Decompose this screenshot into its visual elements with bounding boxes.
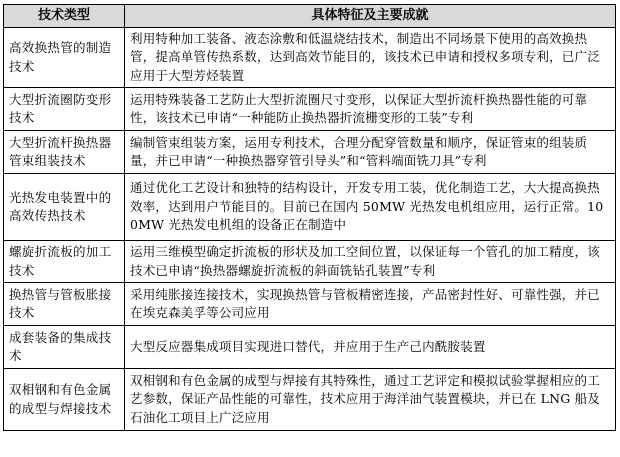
table-row xyxy=(4,88,616,131)
tech-desc-cell: 大型反应器集成项目实现进口替代，并应用于生产己内酰胺装置 xyxy=(125,326,616,369)
tech-desc-cell: 利用特种加工装备、液态涂敷和低温烧结技术，制造出不同场景下使用的高效换热管，提高单管传热系数，达到高效节能目的，该技术已申请和授权多项专利，已广泛应用于大型芳烃装置 xyxy=(125,28,616,88)
tech-desc-cell: 运用三维模型确定折流板的形状及加工空间位置，以保证每一个管孔的加工精度，该技术已申请“换热器螺旋折流板的斜面铣钻孔装置”专利 xyxy=(125,241,616,283)
tech-type-cell: 双相钢和有色金属的成型与焊接技术 xyxy=(4,369,125,431)
table-row xyxy=(4,369,616,431)
tech-type-cell: 高效换热管的制造技术 xyxy=(4,28,125,88)
technology-table xyxy=(3,4,616,431)
tech-desc-cell: 双相钢和有色金属的成型与焊接有其特殊性，通过工艺评定和模拟试验掌握相应的工艺参数，保证产品性能的可靠性，技术应用于海洋油气装置模块，并已在 LNG 船及石油化工项目上广泛应用 xyxy=(125,369,616,431)
tech-type-cell: 换热管与管板胀接技术 xyxy=(4,283,125,326)
tech-desc-cell: 运用特殊装备工艺防止大型折流圈尺寸变形，以保证大型折流杆换热器性能的可靠性，该技术已申请“一种能防止换热器折流栅变形的工装”专利 xyxy=(125,88,616,131)
table-row xyxy=(4,283,616,326)
tech-type-cell: 大型折流圈防变形技术 xyxy=(4,88,125,131)
tech-type-cell: 成套装备的集成技术 xyxy=(4,326,125,369)
header-features: 具体特征及主要成就 xyxy=(125,5,616,28)
table-row xyxy=(4,131,616,174)
table-row xyxy=(4,326,616,369)
table-row xyxy=(4,28,616,88)
tech-desc-cell: 通过优化工艺设计和独特的结构设计，开发专用工装，优化制造工艺，大大提高换热效率，达到用户节能目的。目前已在国内 50MW 光热发电机组应用，运行正常。100MW 光热发电机组的设备正在制造中 xyxy=(125,174,616,241)
tech-type-cell: 光热发电装置中的高效传热技术 xyxy=(4,174,125,241)
tech-type-cell: 螺旋折流板的加工技术 xyxy=(4,241,125,283)
table-row xyxy=(4,174,616,241)
table-header-row xyxy=(4,5,616,28)
tech-desc-cell: 编制管束组装方案，运用专利技术，合理分配穿管数量和顺序，保证管束的组装质量，并已申请“一种换热器穿管引导头”和“管料端面铣刀具”专利 xyxy=(125,131,616,174)
tech-desc-cell: 采用纯胀接连接技术，实现换热管与管板精密连接，产品密封性好、可靠性强，并已在埃克森美孚等公司应用 xyxy=(125,283,616,326)
table-row xyxy=(4,241,616,283)
tech-type-cell: 大型折流杆换热器管束组装技术 xyxy=(4,131,125,174)
header-tech-type: 技术类型 xyxy=(4,5,125,28)
